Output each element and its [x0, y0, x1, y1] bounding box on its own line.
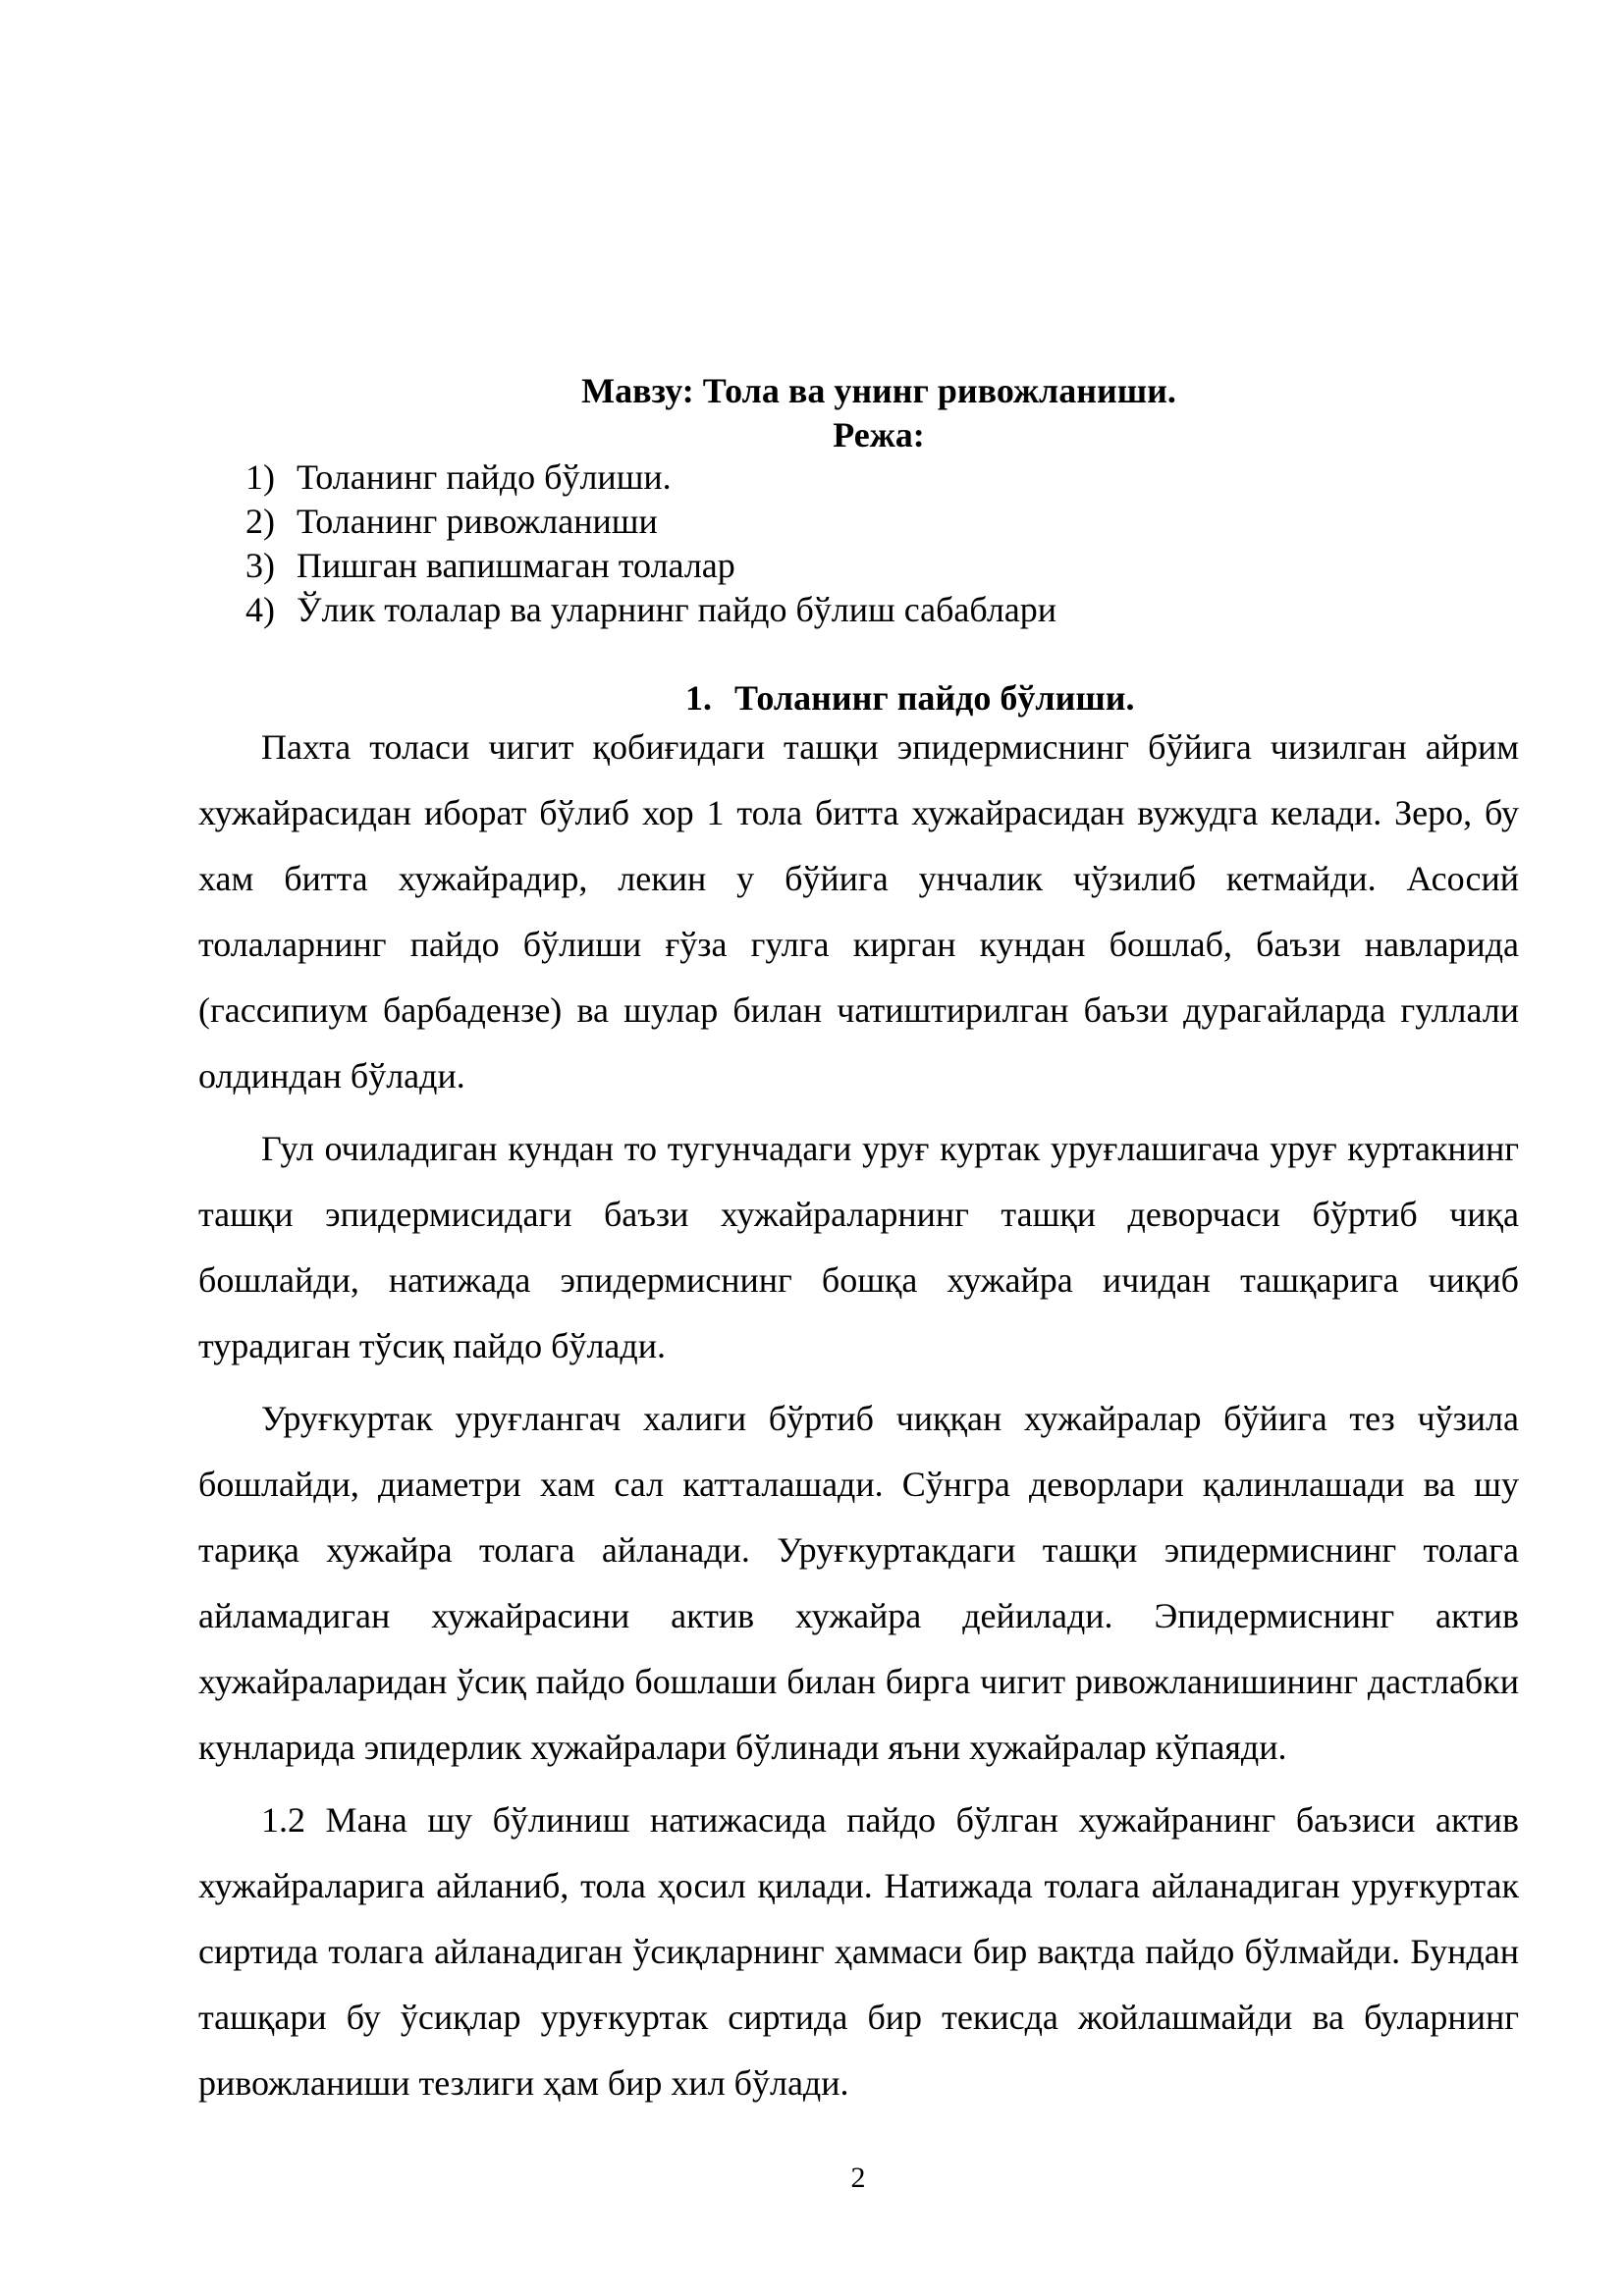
paragraph: Уруғкуртак уруғлангач халиги бўртиб чиққан хужайралар бўйига тез чўзила бошлайди, диаметри хам сал катталашади. Сўнгра деворлари қалинлашади ва шу тариқа хужайра толага айланади. Уруғкуртакдаги ташқи эпидермиснинг толага айламадиган хужайрасини актив хужайра дейилади. Эпидермиснинг актив хужайраларидан ўсиқ пайдо бошлаши билан бирга чигит ривожланишининг дастлабки кунларида эпидерлик хужайралари бўлинади яъни хужайралар кўпаяди. — [198, 1399, 1519, 1767]
plan-item — [245, 500, 1056, 544]
document-title: Мавзу: Тола ва унинг ривожланиши. — [581, 371, 1176, 410]
body-text — [198, 715, 1519, 2123]
plan-item-number: 2) — [245, 502, 275, 541]
plan-heading: Режа: — [833, 415, 925, 454]
plan-item — [245, 544, 1056, 588]
section-number: 1. — [685, 678, 712, 718]
plan-item — [245, 588, 1056, 632]
plan-item-text: Ўлик толалар ва уларнинг пайдо бўлиш сабаблари — [297, 590, 1057, 629]
plan-item-number: 4) — [245, 590, 275, 629]
plan-item — [245, 455, 1056, 500]
paragraph: Пахта толаси чигит қобиғидаги ташқи эпидермиснинг бўйига чизилган айрим хужайрасидан иборат бўлиб хор 1 тола битта хужайрасидан вужудга келади. Зеро, бу хам битта хужайрадир, лекин у бўйига унчалик чўзилиб кетмайди. Асосий толаларнинг пайдо бўлиши ғўза гулга кирган кундан бошлаб, баъзи навларида (гассипиум барбадензе) ва шулар билан чатиштирилган баъзи дурагайларда гуллали олдиндан бўлади. — [198, 727, 1519, 1095]
paragraph: 1.2 Мана шу бўлиниш натижасида пайдо бўлган хужайранинг баъзиси актив хужайраларига айланиб, тола ҳосил қилади. Натижада толага айланадиган уруғкуртак сиртида толага айланадиган ўсиқларнинг ҳаммаси бир вақтда пайдо бўлмайди. Бундан ташқари бу ўсиқлар уруғкуртак сиртида бир текисда жойлашмайди ва буларнинг ривожланиши тезлиги ҳам бир хил бўлади. — [198, 1800, 1519, 2103]
plan-item-text: Толанинг пайдо бўлиши. — [297, 457, 672, 497]
page-number: 2 — [850, 2162, 866, 2194]
plan-item-number: 1) — [245, 457, 275, 497]
paragraph: Гул очиладиган кундан то тугунчадаги уруғ куртак уруғлашигача уруғ куртакнинг ташқи эпидермисидаги баъзи хужайраларнинг ташқи деворчаси бўртиб чиқа бошлайди, натижада эпидермиснинг бошқа хужайра ичидан ташқарига чиқиб турадиган тўсиқ пайдо бўлади. — [198, 1129, 1519, 1365]
section-title: Толанинг пайдо бўлиши. — [734, 678, 1135, 718]
plan-item-number: 3) — [245, 546, 275, 585]
section-heading — [685, 676, 1134, 720]
plan-item-text: Толанинг ривожланиши — [297, 502, 658, 541]
plan-list — [245, 455, 1056, 632]
plan-item-text: Пишган вапишмаган толалар — [297, 546, 735, 585]
